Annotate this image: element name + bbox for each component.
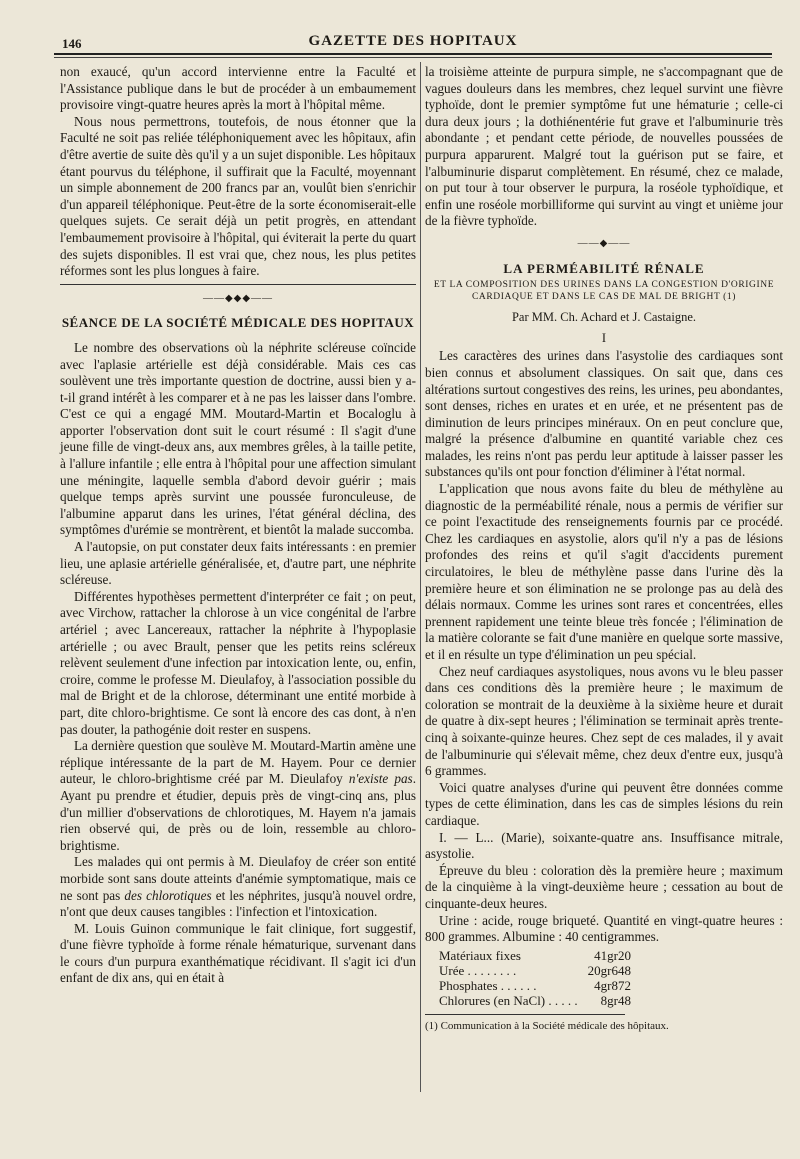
paragraph xyxy=(60,854,416,920)
paragraph: Nous nous permettrons, toutefois, de nous étonner que la Faculté ne soit pas reliée téléphoniquement avec les hôpitaux, afin d'être avertie de suite dès qu'il y a un sujet disponible. Les hôpitaux étant pourvus du téléphone, il suffirait que la Faculté, moyennant un simple abonnement de 200 francs par an, voulût bien s'enrichir d'un appareil téléphonique. Peut-être de la sorte économiserait-elle quelques sujets. Ce serait déjà un petit progrès, en attendant l'embaumement provisoire à l'hôpital, qui éviterait la perte du quart des sujets disponibles. Il est vrai que, chez nous, les plus petites réformes sont les plus longues à faire. xyxy=(60,113,416,279)
header-rule-thin xyxy=(54,57,772,58)
row-label: Urée . . . . . . . . xyxy=(439,962,517,978)
short-rule xyxy=(60,284,416,285)
article-authors: Par MM. Ch. Achard et J. Castaigne. xyxy=(511,310,696,325)
section-title: SÉANCE DE LA SOCIÉTÉ MÉDICALE DES HOPITAUX xyxy=(61,315,415,331)
table-row xyxy=(437,993,633,1008)
analysis-table xyxy=(437,948,633,1008)
paragraph: Différentes hypothèses permettent d'interpréter ce fait ; on peut, avec Virchow, rattacher la chlorose à un vice congénital de l'arbre artériel ; avec Lancereaux, rattacher la néphrite à l'hypoplasie artérielle ; ou avec Brault, penser que les petits reins scléreux relèvent seulement d'une infection par intoxication lente, ou, enfin, croire, comme le professe M. Dieulafoy, à l'association possible du mal de Bright et de la chlorose, déterminant une entité morbide à part, dite chloro-brightisme. Ce sont là encore des cas dont, à n'en pas douter, la pathogénie doit rester en suspens. xyxy=(60,588,416,737)
emphasis: des chlorotiques xyxy=(124,887,212,903)
header-rule xyxy=(54,53,772,55)
row-value: 8gr48 xyxy=(600,992,631,1008)
ornament-separator: ——◆—— xyxy=(577,237,631,249)
left-column xyxy=(60,64,416,987)
text-run: . Ayant pu prendre et étudier, depuis près de vingt-cinq ans, plus d'un millier d'observations de chlorotiques, M. Hayem n'a jamais rien observé qui, de près ou de loin, ressemble au chloro-brightisme. xyxy=(60,771,416,853)
right-column xyxy=(425,64,783,1034)
text-run: Les malades qui ont permis à M. Dieulafoy de créer son entité morbide sont sans doute atteints d'anémie symptomatique, mais ce ne sont pas xyxy=(60,854,416,903)
paragraph: A l'autopsie, on put constater deux faits intéressants : en premier lieu, une aplasie artérielle généralisée, et, d'autre part, une néphrite scléreuse. xyxy=(60,539,416,588)
ornament-separator: ——◆◆◆—— xyxy=(202,292,274,304)
page-header xyxy=(54,26,772,50)
paragraph: M. Louis Guinon communique le fait clinique, fort suggestif, d'une fièvre typhoïde à forme rénale hématurique, survenant dans le cours d'un purpura exanthématique récidivant. Il s'agit ici d'un enfant de dix ans, qui en était à xyxy=(60,920,416,986)
article-title: LA PERMÉABILITÉ RÉNALE xyxy=(503,260,705,276)
footnote: (1) Communication à la Société médicale des hôpitaux. xyxy=(425,1014,625,1035)
paragraph: non exaucé, qu'un accord intervienne entre la Faculté et l'Assistance publique dans le but de procéder à un embaumement provisoire vingt-quatre heures après la mort à l'hôpital même. xyxy=(60,64,416,113)
row-label: Chlorures (en NaCl) . . . . . xyxy=(439,992,578,1008)
paragraph: Le nombre des observations où la néphrite scléreuse coïncide avec l'aplasie artérielle est déjà considérable. Mais ces cas soulèvent une très importante question de doctrine, aussi bien y a-t-il grand intérêt à les comparer et à ne pas les laisser dans l'ombre. C'est ce qui a engagé MM. Moutard-Martin et Bocaloglu à apporter l'observation dont suit le court résumé : Il s'agit d'une jeune fille de vingt-deux ans, aux membres grêles, à la taille petite, à l'allure infantile ; elle entra à l'hôpital pour une affection simulant une méningite, laquelle sembla d'abord devoir guérir ; mais quelque temps après survint une poussée furonculeuse, de l'albumine apparut dans les urines, l'état général déclina, des symptômes d'urémie se montrèrent, et bientôt la malade succomba. xyxy=(60,339,416,538)
article-subtitle xyxy=(425,279,783,303)
paragraph: Les caractères des urines dans l'asystolie des cardiaques sont bien connus et absolument classiques. On sait que, dans ces altérations surtout congestives des reins, les urines, peu abondantes, sont denses, riches en urates et en urée, et ne présentent pas de diminution de leurs principes minéraux. On en peut conclure que, malgré la présence d'albumine en quantité variable chez ces malades, les reins n'ont pas perdu leur aptitude à laisser passer les substances qu'ils ont pour fonction d'éliminer à l'état normal. xyxy=(425,348,783,480)
row-value: 41gr20 xyxy=(594,947,631,963)
subtitle-line: ET LA COMPOSITION DES URINES DANS LA CONGESTION D'ORIGINE xyxy=(433,280,775,291)
case-heading: I. — L... (Marie), soixante-quatre ans. Insuffisance mitrale, asystolie. xyxy=(425,829,783,862)
table-row xyxy=(437,978,633,993)
row-value: 4gr872 xyxy=(594,977,631,993)
table-row xyxy=(437,948,633,963)
row-label: Matériaux fixes xyxy=(439,947,521,963)
row-label: Phosphates . . . . . . xyxy=(439,977,537,993)
text-run: La dernière question que soulève M. Moutard-Martin amène une réplique intéressante de la part de M. Hayem. Pour ce dernier auteur, le chloro-brightisme créé par M. Dieulafoy xyxy=(60,738,416,787)
paragraph xyxy=(60,738,416,854)
column-divider xyxy=(420,62,421,1092)
page-number: 146 xyxy=(62,36,82,51)
paragraph: la troisième atteinte de purpura simple, ne s'accompagnant que de vagues douleurs dans les membres, chez lequel survint une fièvre typhoïde, dont le premier symptôme fut une hématurie ; celle-ci dura deux jours ; la dothiénentérie fut grave et l'albuminurie très abondante ; et pendant cette période, de nouvelles poussées de purpura apparurent. Malgré tout la guérison put se faire, et l'albuminurie disparut complètement. En résumé, chez ce malade, on put tour à tour observer le purpura, la roséole typhoïdique, et enfin une roséole morbilliforme qui survint au vingt et unième jour de la fièvre typhoïde. xyxy=(425,64,783,229)
table-row xyxy=(437,963,633,978)
row-value: 20gr648 xyxy=(587,962,631,978)
paragraph: Voici quatre analyses d'urine qui peuvent être données comme types de cette élimination, dans les cas de simples lésions du rein cardiaque. xyxy=(425,779,783,828)
emphasis: n'existe pas xyxy=(348,771,413,787)
paragraph: L'application que nous avons faite du bleu de méthylène au diagnostic de la perméabilité rénale, nous a permis de vérifier sur ce point l'exactitude des renseignements fournis par ce procédé. Chez les cardiaques en asystolie, alors qu'il n'y a pas de lésions profondes des reins et qu'il s'agit d'accidents purement circulatoires, le bleu de méthylène passe dans l'urine dès la première heure et son élimination ne se prolonge pas au delà des délais normaux. Comme les urines sont rares et concentrées, elles prennent rapidement une teinte bleue très foncée ; l'élimination de la matière colorante se fait d'une manière en quelque sorte massive, et il en résulte un type d'élimination un peu spécial. xyxy=(425,481,783,662)
text-run: et les néphrites, jusqu'à nouvel ordre, n'ont que deux causes tangibles : l'infection et l'intoxication. xyxy=(60,887,416,920)
paragraph: Urine : acide, rouge briqueté. Quantité en vingt-quatre heures : 800 grammes. Albumine : 40 centigrammes. xyxy=(425,912,783,945)
running-title: GAZETTE DES HOPITAUX xyxy=(308,33,518,49)
paragraph: Épreuve du bleu : coloration dès la première heure ; maximum de la cinquième à la vingt-deuxième heure ; cessation au bout de cinquante-deux heures. xyxy=(425,862,783,911)
section-numeral: I xyxy=(601,330,607,345)
subtitle-line: CARDIAQUE ET DANS LE CAS DE MAL DE BRIGHT (1) xyxy=(471,292,737,303)
paragraph: Chez neuf cardiaques asystoliques, nous avons vu le bleu passer dans ces conditions dès la première heure ; le maximum de coloration se montrait de la deuxième à la sixième heure et durait de quatre à dix-sept heures ; l'élimination se terminait après trente-cinq à soixante-quinze heures. Chez sept de ces malades, il y avait de l'albuminurie qui s'élevait même, chez deux d'entre eux, jusqu'à 6 grammes. xyxy=(425,663,783,779)
